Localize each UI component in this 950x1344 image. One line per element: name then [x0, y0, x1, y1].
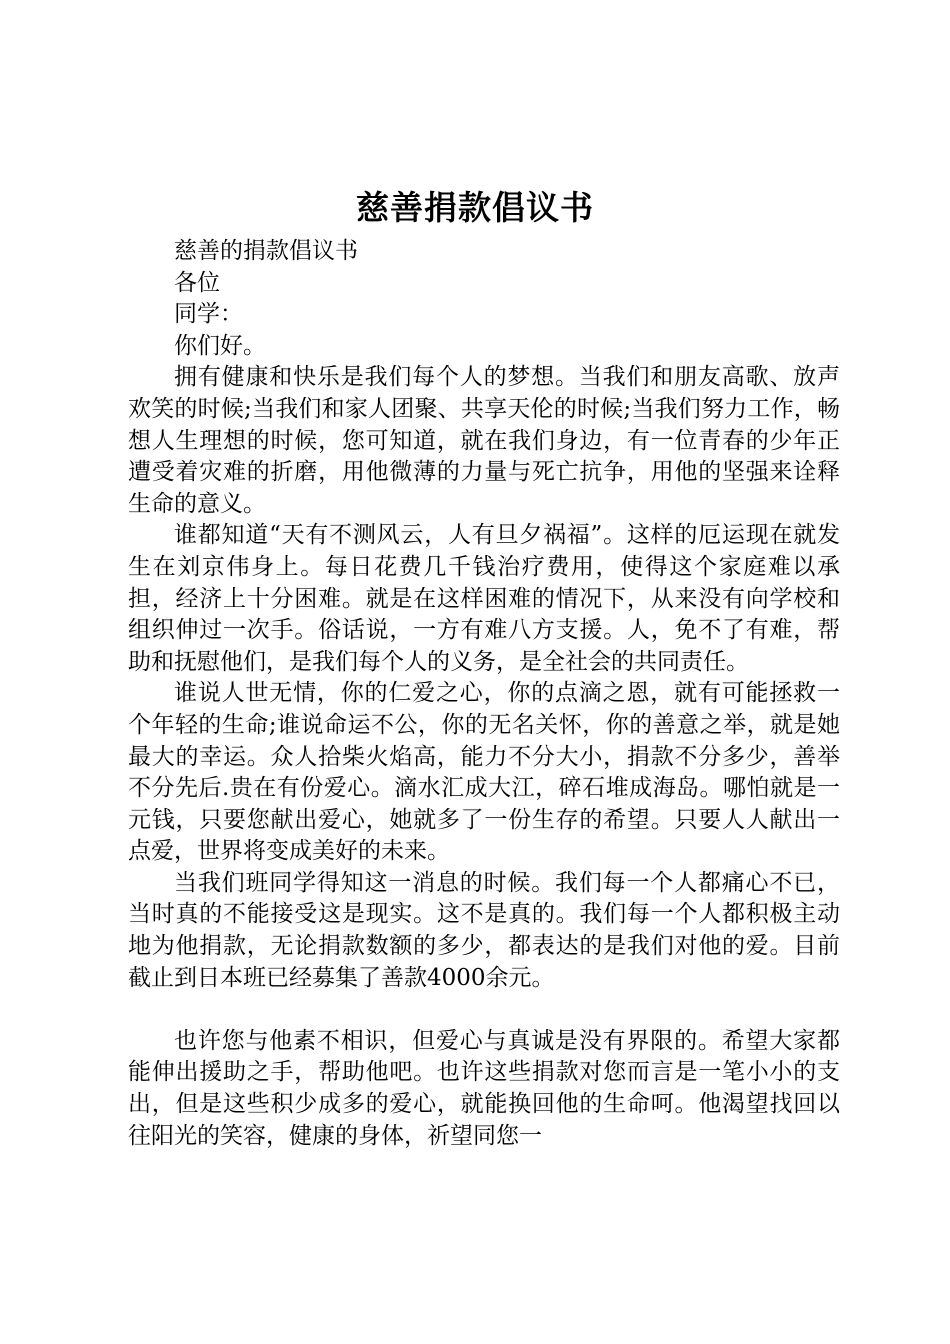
- paragraph-heading: 慈善的捐款倡议书: [174, 238, 358, 264]
- paragraph-2: 谁都知道“天有不测风云，人有旦夕祸福”。这样的厄运现在就发生在刘京伟身上。每日花费几千钱治疗费用，使得这个家庭难以承担，经济上十分困难。就是在这样困难的情况下，从来没有向学校和组织伸过一次手。俗话说，一方有难八方支援。人，免不了有难，帮助和抚慰他们，是我们每个人的义务，是全社会的共同责任。: [128, 522, 840, 675]
- document-body: [128, 236, 840, 1152]
- paragraph-1: 拥有健康和快乐是我们每个人的梦想。当我们和朋友高歌、放声欢笑的时候;当我们和家人团聚、共享天伦的时候;当我们努力工作，畅想人生理想的时候，您可知道，就在我们身边，有一位青春的少年正遭受着灾难的折磨，用他微薄的力量与死亡抗争，用他的坚强来诠释生命的意义。: [128, 364, 840, 517]
- paragraph-greeting: 你们好。: [174, 332, 266, 359]
- paragraph-4: 当我们班同学得知这一消息的时候。我们每一个人都痛心不已，当时真的不能接受这是现实。这不是真的。我们每一个人都积极主动地为他捐款，无论捐款数额的多少，都表达的是我们对他的爱。目前截止到日本班已经募集了善款4000余元。: [128, 869, 840, 991]
- document-title: 慈善捐款倡议书: [356, 188, 594, 227]
- paragraph-salutation-1: 各位: [174, 269, 220, 296]
- paragraph-salutation-2: 同学：: [174, 301, 243, 328]
- paragraph-5: 也许您与他素不相识，但爱心与真诚是没有界限的。希望大家都能伸出援助之手，帮助他吧。也许这些捐款对您而言是一笔小小的支出，但是这些积少成多的爱心，就能换回他的生命呵。他渴望找回以往阳光的笑容，健康的身体，祈望同您一: [128, 1027, 840, 1149]
- paragraph-3: 谁说人世无情，你的仁爱之心，你的点滴之恩，就有可能拯救一个年轻的生命;谁说命运不公，你的无名关怀，你的善意之举，就是她最大的幸运。众人拾柴火焰高，能力不分大小，捐款不分多少，善举不分先后.贵在有份爱心。滴水汇成大江，碎石堆成海岛。哪怕就是一元钱，只要您献出爱心，她就多了一份生存的希望。只要人人献出一点爱，世界将变成美好的未来。: [128, 680, 840, 865]
